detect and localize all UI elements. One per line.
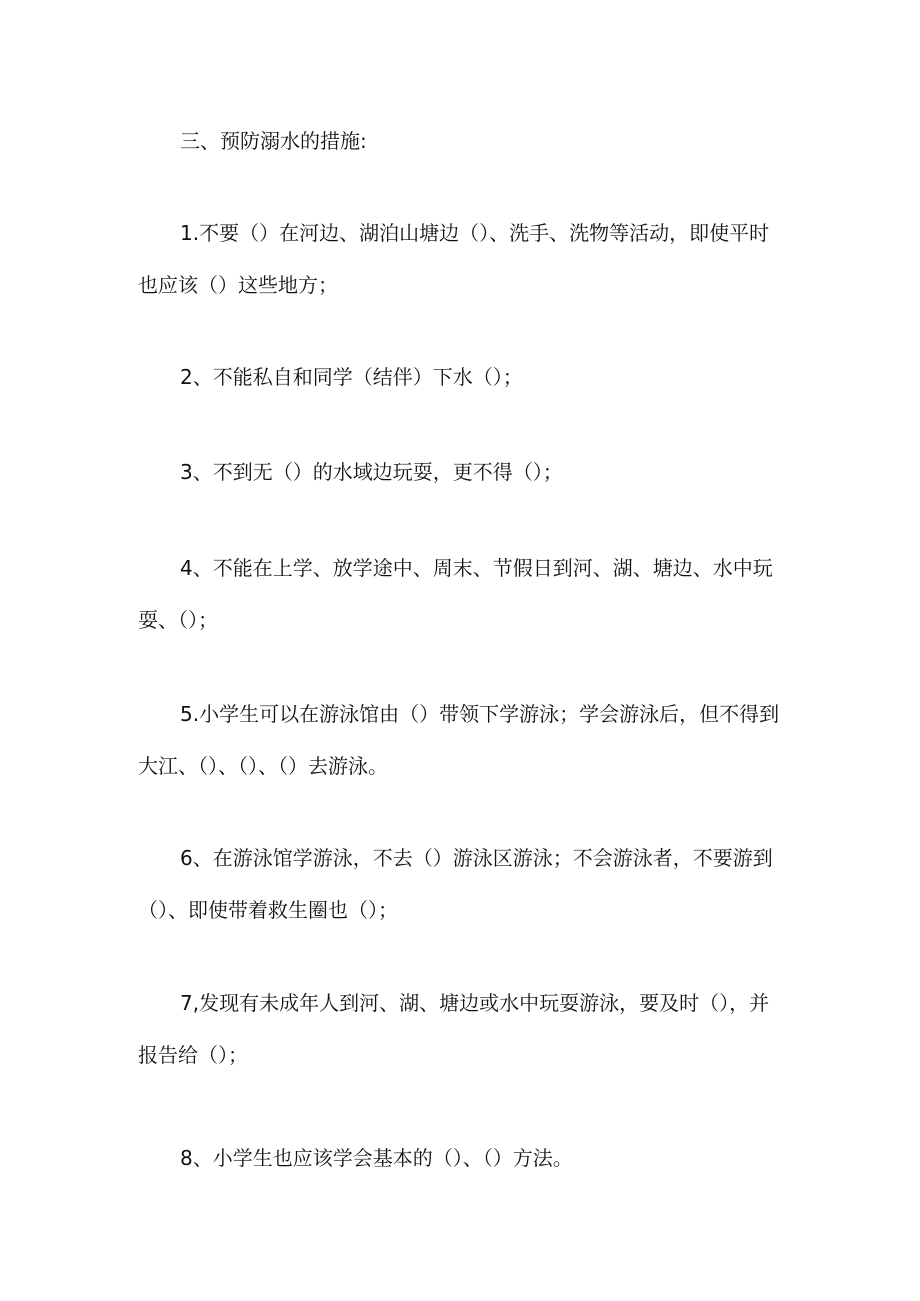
measure-item-1: 1.不要（）在河边、湖泊山塘边（）、洗手、洗物等活动，即使平时也应该（）这些地方； (138, 221, 770, 297)
measure-item-6: 6、在游泳馆学游泳，不去（）游泳区游泳；不会游泳者，不要游到（）、即使带着救生圈也（）； (138, 846, 773, 922)
measure-item-3: 3、不到无（）的水域边玩耍，更不得（）； (180, 460, 563, 484)
measure-item-5: 5.小学生可以在游泳馆由（）带领下学游泳；学会游泳后，但不得到大江、（）、（）、（）去游泳。 (138, 702, 780, 778)
section-heading: 三、预防溺水的措施: (180, 129, 367, 153)
measure-item-4: 4、不能在上学、放学途中、周末、节假日到河、湖、塘边、水中玩耍、（）； (138, 556, 773, 632)
measure-item-8: 8、小学生也应该学会基本的（）、（）方法。 (180, 1146, 573, 1170)
measure-item-7: 7,发现有未成年人到河、湖、塘边或水中玩耍游泳，要及时（），并报告给（）； (138, 991, 770, 1067)
measure-item-2: 2、不能私自和同学（结伴）下水（）； (180, 365, 523, 389)
